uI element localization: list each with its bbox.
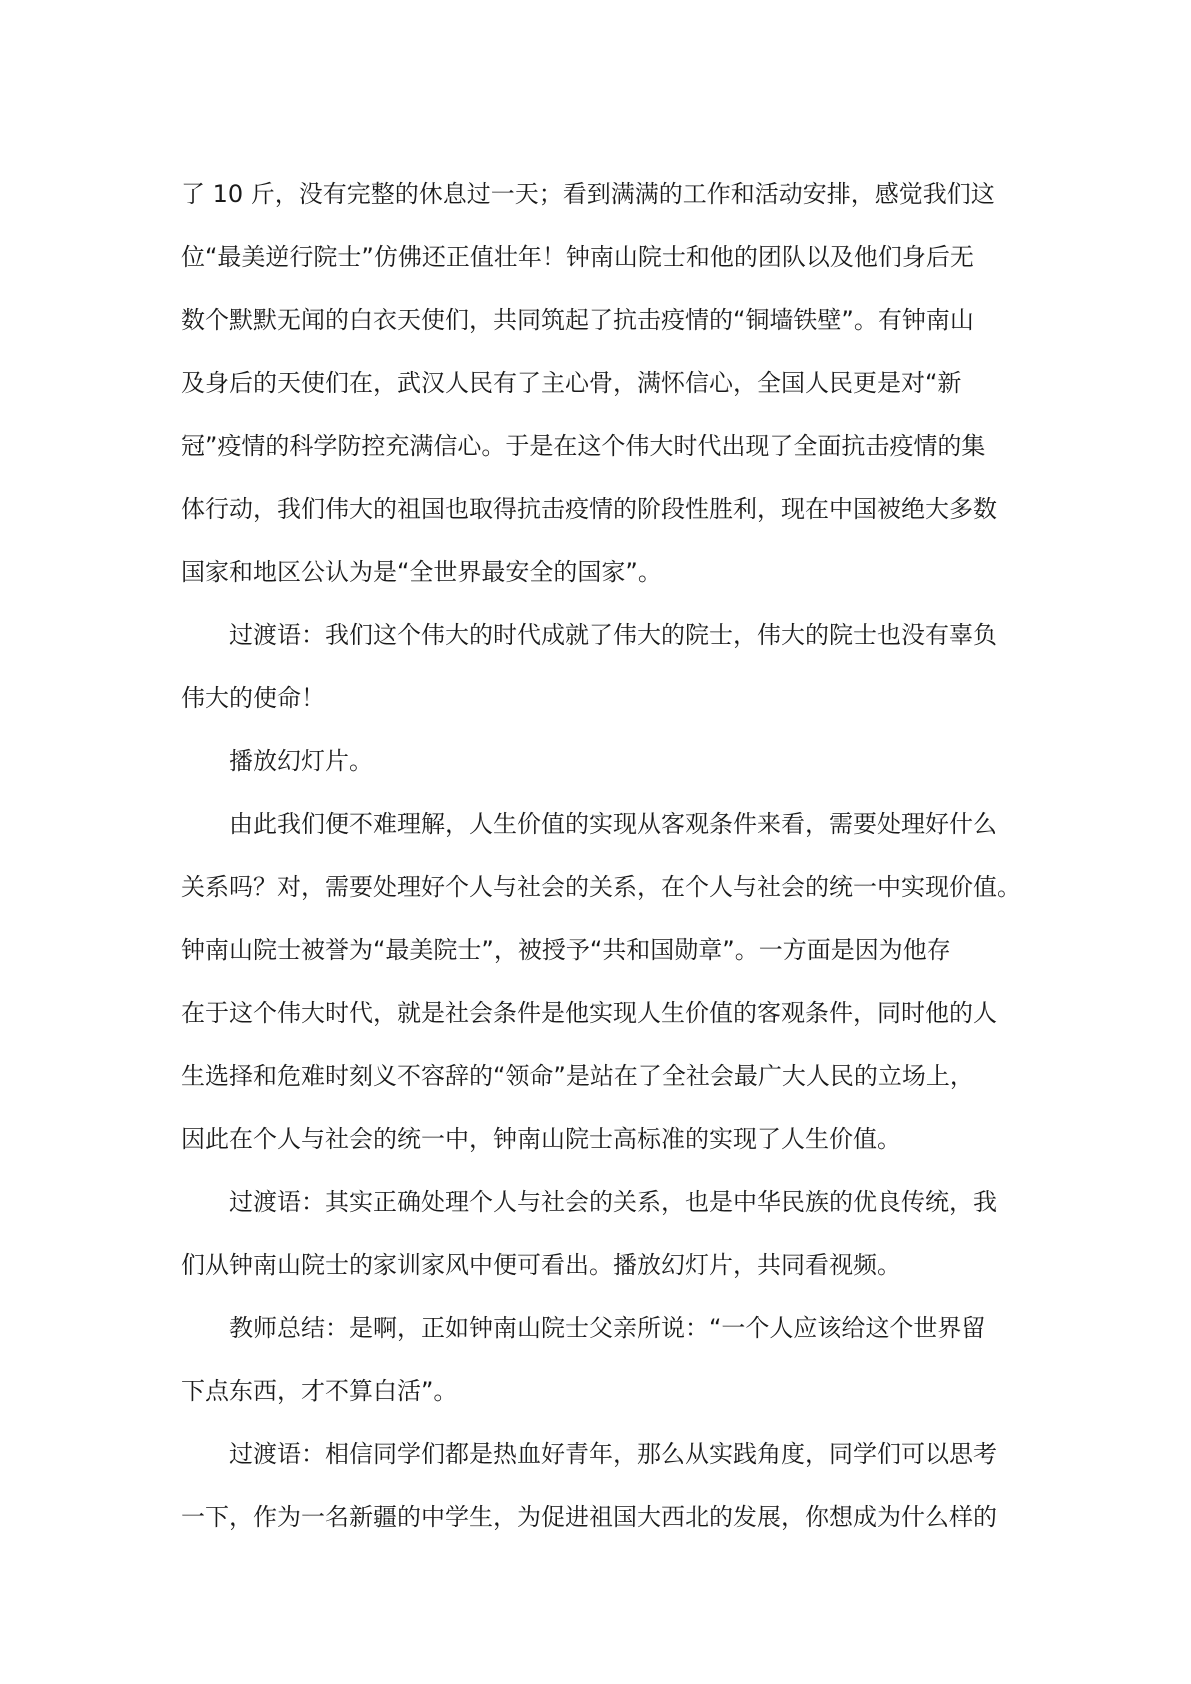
paragraph-pandemic-achievement — [181, 163, 1021, 604]
text-line: 过渡语：其实正确处理个人与社会的关系，也是中华民族的优良传统，我 — [229, 1188, 997, 1216]
text-line: 体行动，我们伟大的祖国也取得抗击疫情的阶段性胜利，现在中国被绝大多数 — [181, 495, 997, 523]
text-line: 冠”疫情的科学防控充满信心。于是在这个伟大时代出现了全面抗击疫情的集 — [181, 432, 986, 460]
paragraph-life-value — [181, 793, 1021, 1171]
text-line: 因此在个人与社会的统一中，钟南山院士高标准的实现了人生价值。 — [181, 1125, 901, 1153]
text-line: 数个默默无闻的白衣天使们，共同筑起了抗击疫情的“铜墙铁壁”。有钟南山 — [181, 306, 974, 334]
text-line: 播放幻灯片。 — [229, 747, 373, 775]
text-line: 关系吗？对，需要处理好个人与社会的关系，在个人与社会的统一中实现价值。 — [181, 873, 1021, 901]
text-line: 国家和地区公认为是“全世界最安全的国家”。 — [181, 558, 662, 586]
text-line: 一下，作为一名新疆的中学生，为促进祖国大西北的发展，你想成为什么样的 — [181, 1503, 997, 1531]
text-line: 生选择和危难时刻义不容辞的“领命”是站在了全社会最广大人民的立场上， — [181, 1062, 974, 1090]
text-line: 钟南山院士被誉为“最美院士”，被授予“共和国勋章”。一方面是因为他存 — [181, 936, 951, 964]
text-line: 下点东西，才不算白活”。 — [181, 1377, 458, 1405]
text-line: 位“最美逆行院士”仿佛还正值壮年！钟南山院士和他的团队以及他们身后无 — [181, 243, 974, 271]
text-line: 在于这个伟大时代，就是社会条件是他实现人生价值的客观条件，同时他的人 — [181, 999, 997, 1027]
text-line: 过渡语：我们这个伟大的时代成就了伟大的院士，伟大的院士也没有辜负 — [229, 621, 997, 649]
text-line: 教师总结：是啊，正如钟南山院士父亲所说：“一个人应该给这个世界留 — [229, 1314, 986, 1342]
paragraph-teacher-summary — [181, 1297, 1021, 1423]
paragraph-transition-great-era — [181, 604, 1021, 730]
paragraph-transition-practice — [181, 1423, 1021, 1549]
document-body — [181, 163, 1021, 1549]
text-line: 由此我们便不难理解，人生价值的实现从客观条件来看，需要处理好什么 — [229, 810, 997, 838]
text-line: 们从钟南山院士的家训家风中便可看出。播放幻灯片，共同看视频。 — [181, 1251, 901, 1279]
paragraph-play-slides — [181, 730, 1021, 793]
text-line: 过渡语：相信同学们都是热血好青年，那么从实践角度，同学们可以思考 — [229, 1440, 997, 1468]
text-line: 及身后的天使们在，武汉人民有了主心骨，满怀信心，全国人民更是对“新 — [181, 369, 962, 397]
paragraph-transition-family-tradition — [181, 1171, 1021, 1297]
text-line: 伟大的使命！ — [181, 684, 325, 712]
text-line: 了 10 斤，没有完整的休息过一天；看到满满的工作和活动安排，感觉我们这 — [181, 180, 995, 208]
